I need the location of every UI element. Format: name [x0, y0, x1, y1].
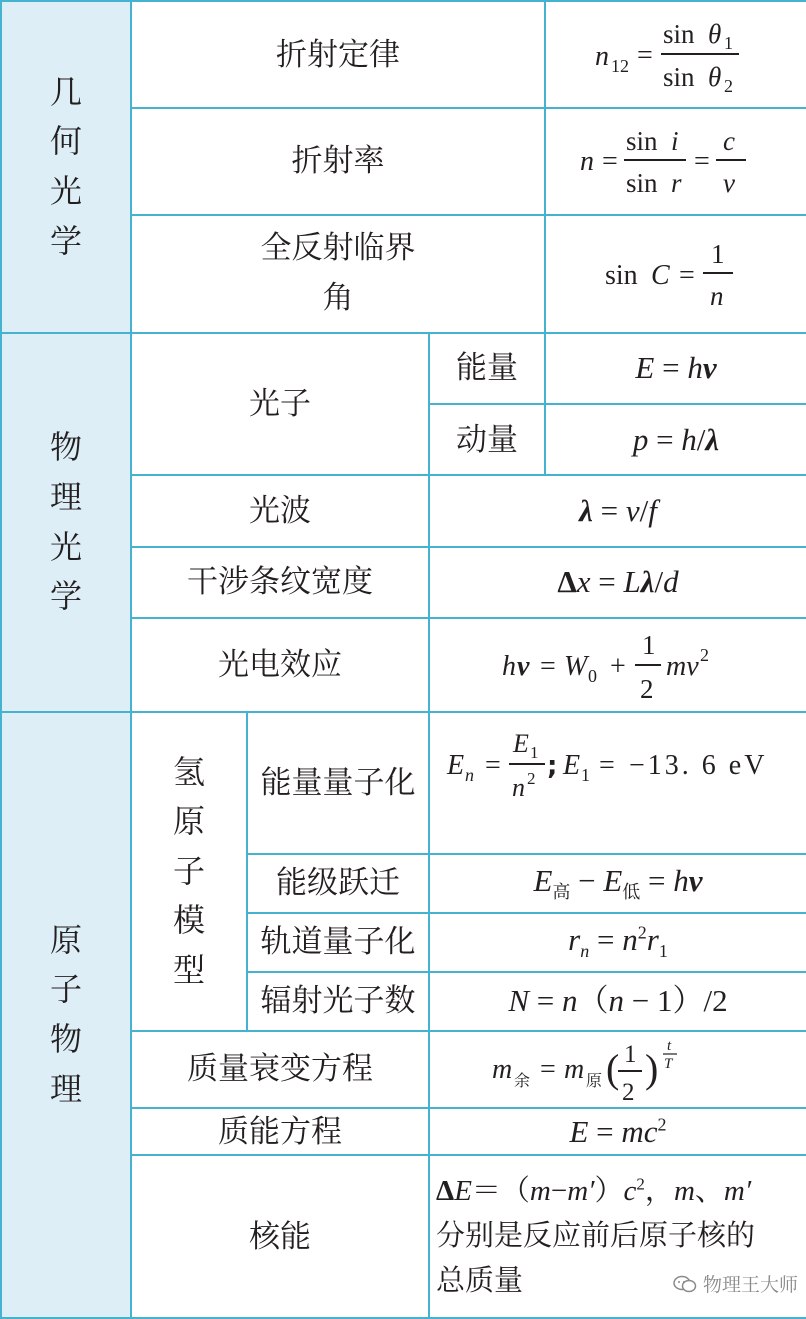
row-photon-energy [1, 333, 806, 404]
svg-text:余: 余 [514, 1070, 531, 1090]
svg-text:=: = [485, 749, 501, 781]
photon-energy-formula: E = hν [545, 333, 806, 404]
svg-text:n: n [595, 40, 609, 72]
photon-momentum-label: 动量 [429, 404, 545, 475]
orbit-quantization-label: 轨道量子化 [247, 913, 429, 972]
wechat-icon [673, 1275, 697, 1293]
svg-text:1: 1 [624, 1040, 637, 1068]
category-physical-label: 物理光学 [50, 428, 83, 616]
svg-text:W: W [564, 650, 588, 682]
svg-text:r: r [671, 168, 682, 199]
refractive-index-formula-svg [576, 119, 776, 203]
category-geometric-label: 几何光学 [50, 72, 83, 260]
svg-text:sin: sin [663, 61, 695, 92]
hydrogen-model-label: 氢原子模型 [173, 752, 206, 989]
level-transition-formula: $E_高 - E_低 = h\nu$ [429, 854, 806, 913]
svg-text:=: = [694, 146, 710, 178]
svg-text:sin: sin [626, 168, 658, 199]
svg-text:+: + [610, 650, 626, 682]
watermark [673, 1270, 798, 1297]
svg-text:=: = [679, 259, 695, 291]
nuclear-energy-formula: $\Delta E=(m-m')c^2$，m、m′分别是反应前后原子核的总质量 [429, 1155, 806, 1318]
svg-text:1: 1 [711, 238, 725, 269]
svg-text:sin: sin [626, 126, 658, 157]
svg-text:i: i [671, 126, 679, 157]
svg-text:2: 2 [724, 75, 733, 96]
svg-text:1: 1 [642, 629, 656, 660]
svg-text:1: 1 [530, 742, 539, 762]
svg-text:n: n [580, 146, 594, 178]
orbit-quantization-formula: $r_n = n^2r_1$ [429, 913, 806, 972]
light-wave-formula: λ = v/f [429, 475, 806, 546]
refractive-index-formula [545, 108, 806, 214]
energy-quantization-formula [429, 712, 806, 853]
photoelectric-formula [429, 618, 806, 712]
mass-energy-formula: $E = mc^2$ [429, 1108, 806, 1155]
refractive-index-label: 折射率 [131, 108, 545, 214]
category-physical-optics [1, 333, 131, 712]
nuclear-energy-label: 核能 [131, 1155, 429, 1318]
svg-text:=: = [540, 1053, 556, 1085]
decay-label: 质量衰变方程 [131, 1031, 429, 1108]
svg-text:m: m [564, 1053, 585, 1085]
svg-text:h: h [502, 650, 516, 682]
category-atomic-physics [1, 712, 131, 1318]
svg-text:1: 1 [724, 32, 733, 53]
critical-angle-label-text: 全反射临界角 [260, 230, 416, 316]
svg-text:原: 原 [586, 1070, 603, 1090]
watermark-text: 物理王大师 [702, 1274, 798, 1296]
critical-angle-formula-svg [601, 232, 751, 316]
svg-text:θ: θ [708, 61, 722, 92]
fringe-width-formula: Δx = Lλ/d [429, 547, 806, 618]
svg-text:−13. 6 eV: −13. 6 eV [629, 749, 768, 781]
photon-momentum-formula: p = h/λ [545, 404, 806, 475]
svg-text:(: ( [606, 1045, 620, 1091]
svg-text:): ) [645, 1045, 659, 1091]
refraction-law-formula [545, 1, 806, 108]
energy-quantization-formula-svg [443, 718, 793, 848]
svg-text:=: = [599, 749, 615, 781]
photon-energy-label: 能量 [429, 333, 545, 404]
svg-text:n: n [710, 280, 724, 311]
svg-text:E: E [513, 728, 529, 758]
hydrogen-model-cell [131, 712, 247, 1031]
decay-formula [429, 1031, 806, 1108]
light-wave-label: 光波 [131, 475, 429, 546]
svg-text:ν: ν [517, 650, 530, 682]
svg-text:m: m [492, 1053, 513, 1085]
refraction-law-label: 折射定律 [131, 1, 545, 108]
critical-angle-label [131, 215, 545, 333]
photoelectric-label: 光电效应 [131, 618, 429, 712]
svg-text:2: 2 [622, 1078, 635, 1106]
svg-text:;: ; [547, 750, 558, 781]
svg-text:0: 0 [588, 665, 597, 686]
svg-text:v: v [723, 168, 735, 199]
row-refraction-law [1, 1, 806, 108]
svg-text:c: c [723, 126, 735, 157]
svg-text:mv: mv [666, 650, 699, 682]
svg-text:2: 2 [527, 768, 536, 788]
energy-quantization-label: 能量量子化 [247, 712, 429, 853]
photon-count-label: 辐射光子数 [247, 972, 429, 1031]
svg-text:=: = [602, 146, 618, 178]
svg-text:n: n [512, 772, 525, 802]
svg-text:E: E [563, 749, 581, 781]
svg-text:=: = [540, 650, 556, 682]
category-atomic-label: 原子物理 [50, 920, 83, 1108]
svg-text:=: = [637, 39, 653, 71]
refraction-law-formula-svg [591, 13, 761, 97]
critical-angle-formula [545, 215, 806, 333]
svg-text:T: T [664, 1055, 673, 1072]
svg-text:1: 1 [581, 764, 590, 785]
fringe-width-label: 干涉条纹宽度 [131, 547, 429, 618]
photon-label: 光子 [131, 333, 429, 475]
row-energy-quantization [1, 712, 806, 853]
level-transition-label: 能级跃迁 [247, 854, 429, 913]
svg-text:sin: sin [663, 18, 695, 49]
photoelectric-formula-svg [498, 623, 738, 707]
svg-text:n: n [465, 764, 474, 785]
svg-text:2: 2 [700, 644, 709, 665]
category-geometric-optics [1, 1, 131, 333]
svg-text:E: E [447, 749, 465, 781]
svg-text:t: t [667, 1037, 672, 1054]
svg-text:2: 2 [640, 673, 654, 704]
svg-text:12: 12 [611, 55, 629, 76]
svg-text:sin: sin [605, 259, 638, 291]
photon-count-formula: N = n（n − 1）/2 [429, 972, 806, 1031]
svg-text:C: C [651, 259, 670, 291]
svg-text:θ: θ [708, 18, 722, 49]
mass-energy-label: 质能方程 [131, 1108, 429, 1155]
decay-formula-svg [488, 1034, 748, 1106]
